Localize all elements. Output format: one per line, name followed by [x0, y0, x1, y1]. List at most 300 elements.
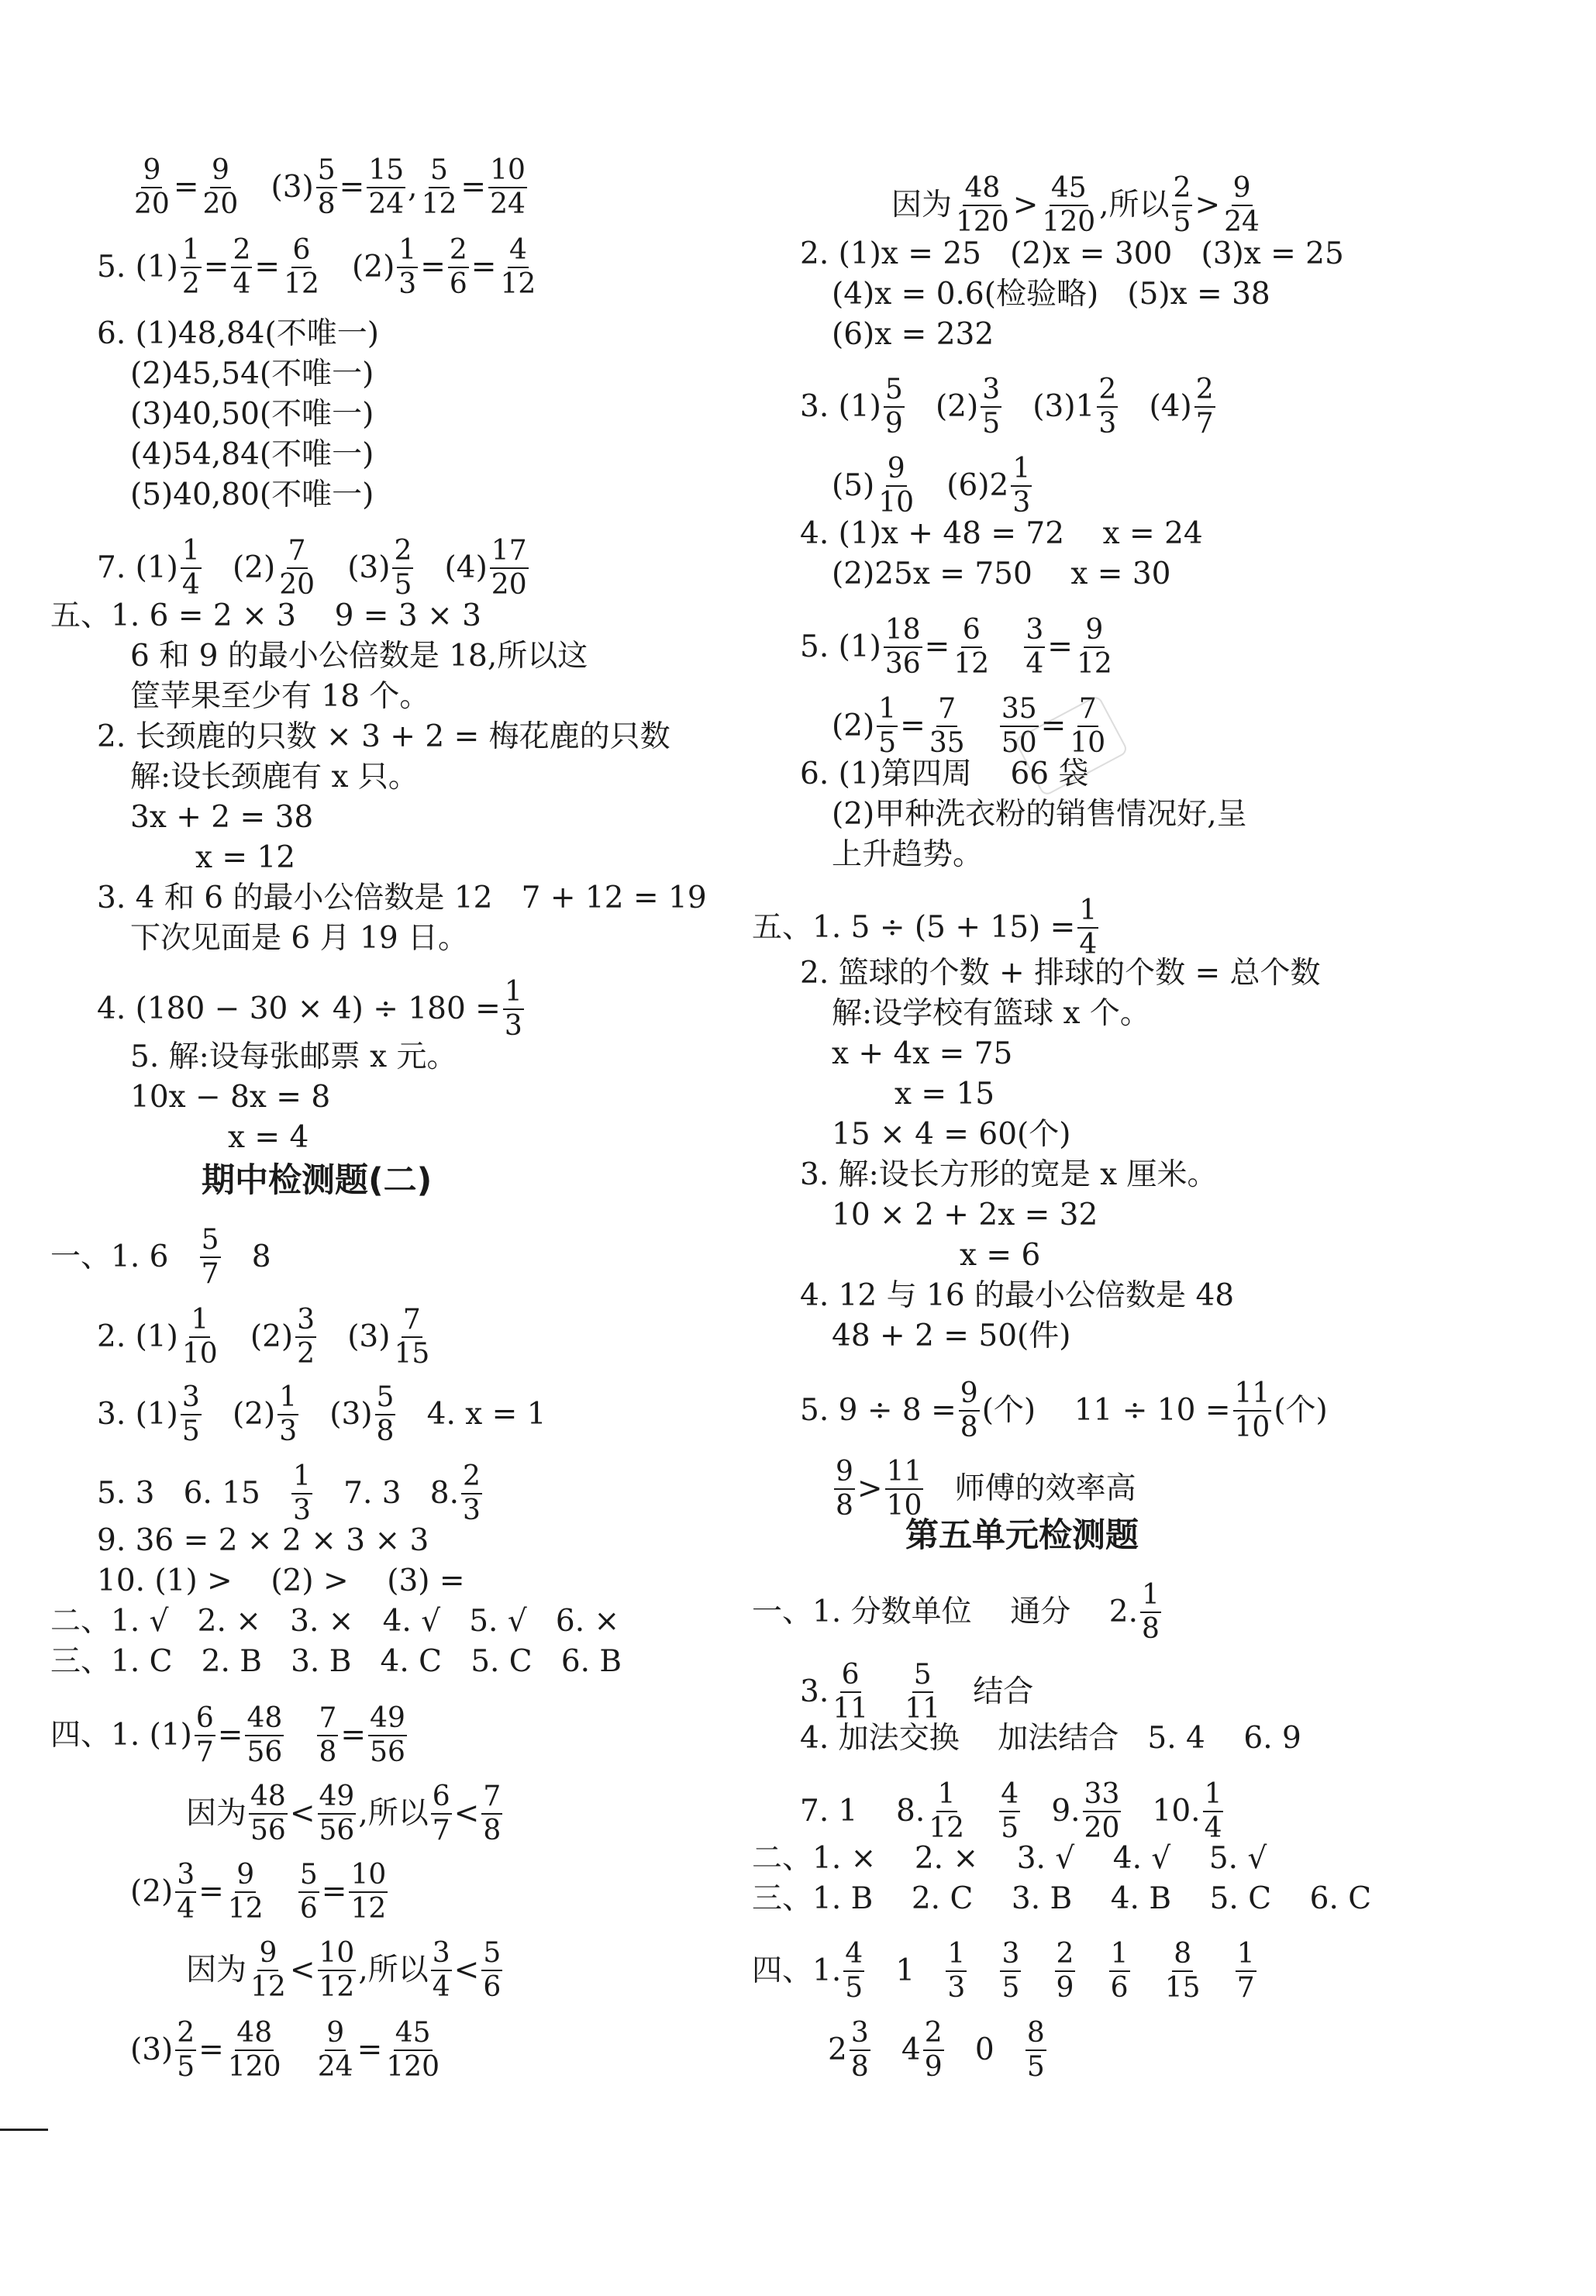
answer-line: [130, 1077, 330, 1118]
answer-text: 8: [222, 1239, 271, 1274]
answer-line: [891, 172, 1263, 239]
answer-line: [800, 1659, 1033, 1725]
fraction-numerator: 5: [481, 1937, 502, 1971]
answer-text: (4)54,84(不唯一): [130, 437, 374, 472]
fraction: [181, 234, 202, 301]
fraction: [431, 1937, 452, 2004]
answer-line: [832, 1195, 1098, 1236]
fraction: [175, 1859, 196, 1925]
answer-text: [969, 1951, 998, 1991]
answer-text: 6. (1)第四周 66 袋: [800, 757, 1089, 791]
fraction-denominator: 4: [1079, 929, 1098, 960]
answer-line: [97, 976, 526, 1043]
answer-text: (2): [203, 550, 276, 585]
answer-text: 上升趋势。: [832, 837, 984, 872]
fraction-numerator: 3: [295, 1304, 316, 1338]
answer-text: =: [1040, 708, 1067, 743]
answer-line: [97, 1304, 433, 1370]
answer-text: 5. 3 6. 15: [97, 1476, 290, 1511]
answer-text: 5. 9 ÷ 8 =: [800, 1393, 957, 1428]
fraction: [249, 1937, 288, 2004]
answer-text: ,所以: [1099, 188, 1170, 222]
answer-text: (5): [832, 468, 875, 503]
answer-line: [832, 1316, 1070, 1357]
fraction-denominator: 24: [1224, 206, 1260, 238]
fraction: [498, 234, 537, 301]
fraction-denominator: 8: [376, 1415, 395, 1447]
answer-text: (5)40,80(不唯一): [130, 477, 374, 512]
answer-text: (3)40,50(不唯一): [130, 397, 374, 432]
answer-text: (2): [203, 1397, 276, 1432]
fraction: [249, 1781, 288, 1847]
fraction: [843, 1938, 864, 2005]
fraction-denominator: 20: [202, 188, 239, 220]
answer-text: [1132, 1951, 1161, 1991]
fraction-denominator: 6: [483, 1971, 502, 2003]
answer-line: [186, 1781, 505, 1847]
fraction-denominator: 3: [398, 268, 417, 300]
fraction: [954, 172, 1011, 239]
answer-line: [832, 315, 994, 355]
fraction-numerator: 1: [277, 1381, 298, 1415]
answer-line: [50, 1224, 271, 1291]
answer-line: [130, 395, 374, 435]
page-corner-rule: [0, 2129, 48, 2131]
answer-text: 7. 3 8.: [314, 1476, 459, 1511]
fraction-denominator: 5: [394, 569, 412, 601]
answer-line: [97, 535, 531, 602]
answer-text: =: [198, 2032, 224, 2067]
answer-text: >: [1194, 188, 1221, 222]
answer-text: x + 4x = 75: [832, 1036, 1013, 1071]
answer-text: 48 + 2 = 50(件): [832, 1319, 1071, 1353]
fraction: [375, 1381, 396, 1448]
answer-line: [97, 1381, 546, 1448]
fraction: [133, 154, 171, 221]
fraction: [175, 2017, 196, 2084]
answer-line: [832, 994, 1150, 1034]
fraction-numerator: 9: [325, 2017, 346, 2051]
fraction-numerator: 1: [877, 693, 898, 727]
fraction-denominator: 2: [297, 1338, 315, 1370]
fraction: [1172, 172, 1193, 239]
answer-text: ,所以: [358, 1796, 429, 1831]
fraction: [981, 374, 1001, 440]
fraction-numerator: 7: [287, 535, 308, 569]
fraction-numerator: 2: [1194, 374, 1215, 408]
answer-text: (6)x = 232: [832, 317, 994, 352]
fraction: [318, 1937, 357, 2004]
answer-text: 7. (1): [97, 550, 178, 585]
fraction-denominator: 12: [1076, 648, 1112, 680]
answer-text: 4. 加法交换 加法结合 5. 4 6. 9: [800, 1721, 1301, 1756]
answer-text: =: [203, 250, 229, 284]
answer-text: 0: [946, 2032, 1023, 2067]
answer-text: (4)x = 0.6(检验略) (5)x = 38: [832, 277, 1270, 312]
fraction: [200, 1224, 221, 1291]
answer-line: [130, 1859, 390, 1925]
fraction: [946, 1938, 967, 2005]
fraction-numerator: 9: [834, 1456, 855, 1490]
fraction-numerator: 48: [235, 2017, 274, 2051]
answer-line: [130, 354, 374, 395]
fraction-numerator: 3: [181, 1381, 202, 1415]
answer-text: 5. (1): [800, 629, 881, 664]
fraction-denominator: 20: [1084, 1812, 1120, 1844]
answer-text: (2)45,54(不唯一): [130, 357, 374, 391]
fraction-denominator: 12: [500, 268, 536, 300]
fraction-numerator: 45: [394, 2017, 433, 2051]
answer-text: =: [1047, 629, 1073, 664]
fraction-denominator: 12: [350, 1893, 387, 1925]
answer-line: [832, 554, 1170, 595]
fraction-numerator: 2: [231, 234, 252, 268]
fraction-numerator: 9: [886, 453, 907, 487]
fraction-denominator: 7: [195, 1736, 214, 1768]
answer-text: (3): [301, 1397, 373, 1432]
fraction: [195, 1702, 215, 1769]
fraction-denominator: 24: [368, 188, 405, 220]
fraction-denominator: 4: [181, 569, 200, 601]
section-heading-midterm: 期中检测题(二): [202, 1161, 433, 1200]
answer-text: 五、1. 5 ÷ (5 + 15) =: [752, 910, 1076, 945]
answer-text: 3. (1): [97, 1397, 178, 1432]
fraction: [461, 1460, 482, 1527]
answer-line: [895, 1074, 994, 1115]
fraction-denominator: 8: [319, 1736, 337, 1768]
fraction-numerator: 8: [1026, 2017, 1046, 2051]
answer-text: 10.: [1123, 1794, 1201, 1829]
fraction-numerator: 1: [1109, 1938, 1130, 1972]
fraction-denominator: 10: [1234, 1412, 1270, 1443]
answer-line: [752, 895, 1101, 961]
answer-text: 一、1. 6: [50, 1239, 198, 1274]
fraction-numerator: 3: [850, 2017, 870, 2051]
fraction-denominator: 10: [878, 487, 915, 519]
answer-line: [97, 878, 707, 919]
fraction: [245, 1702, 284, 1769]
fraction-numerator: 1: [946, 1938, 967, 1972]
fraction-numerator: 17: [490, 535, 529, 569]
answer-text: (4): [415, 550, 488, 585]
fraction-numerator: 10: [349, 1859, 388, 1893]
answer-text: 三、1. B 2. C 3. B 4. B 5. C 6. C: [752, 1881, 1372, 1916]
fraction-denominator: 3: [947, 1972, 966, 2004]
answer-text: (2)25x = 750 x = 30: [832, 557, 1171, 591]
fraction-numerator: 1: [1011, 453, 1032, 487]
fraction-denominator: 5: [845, 1972, 863, 2004]
fraction: [367, 154, 405, 221]
fraction-numerator: 9: [1232, 172, 1253, 206]
fraction: [298, 1859, 319, 1925]
answer-text: (6)2: [918, 468, 1009, 503]
answer-text: =: [217, 1718, 243, 1753]
answer-text: 10x − 8x = 8: [130, 1080, 331, 1115]
answer-text: (4): [1120, 389, 1192, 424]
answer-text: 15 × 4 = 60(个): [832, 1117, 1071, 1152]
answer-line: [50, 1642, 622, 1682]
fraction-denominator: 15: [394, 1338, 430, 1370]
fraction-numerator: 1: [503, 976, 524, 1010]
fraction: [316, 2017, 355, 2084]
fraction-numerator: 10: [318, 1937, 357, 1971]
fraction-numerator: 7: [402, 1304, 422, 1338]
answer-text: 下次见面是 6 月 19 日。: [130, 921, 469, 956]
fraction-numerator: 1: [1203, 1778, 1224, 1812]
fraction-numerator: 5: [375, 1381, 396, 1415]
fraction: [1000, 1938, 1021, 2005]
answer-text: [968, 1791, 997, 1832]
answer-line: [228, 1118, 309, 1158]
fraction-denominator: 4: [233, 268, 251, 300]
answer-line: [186, 1937, 505, 2004]
fraction: [834, 1456, 855, 1522]
answer-text: <: [289, 1796, 315, 1831]
fraction-denominator: 24: [490, 188, 526, 220]
fraction: [282, 234, 321, 301]
answer-text: 4. (1)x + 48 = 72 x = 24: [800, 516, 1203, 551]
fraction: [1097, 374, 1118, 440]
fraction-denominator: 4: [177, 1893, 195, 1925]
fraction: [1222, 172, 1261, 239]
answer-text: 2. (1)x = 25 (2)x = 300 (3)x = 25: [800, 236, 1344, 271]
answer-line: [832, 1115, 1070, 1155]
fraction-denominator: 4: [432, 1971, 450, 2003]
fraction: [1236, 1938, 1256, 2005]
fraction-denominator: 7: [432, 1815, 450, 1846]
answer-text: (3)1: [1004, 389, 1095, 424]
answer-text: 6 和 9 的最小公倍数是 18,所以这: [130, 639, 588, 674]
answer-line: [800, 374, 1218, 440]
answer-line: [832, 453, 1034, 519]
fraction-denominator: 20: [134, 188, 170, 220]
answer-text: 因为: [186, 1953, 247, 1987]
fraction-numerator: 2: [1172, 172, 1193, 206]
fraction-denominator: 7: [1236, 1972, 1255, 2004]
answer-line: [195, 838, 295, 878]
fraction-numerator: 6: [431, 1781, 452, 1815]
fraction-denominator: 5: [982, 408, 1001, 440]
fraction-denominator: 2: [181, 268, 200, 300]
answer-text: x = 6: [960, 1238, 1041, 1273]
answer-text: 2. 长颈鹿的只数 × 3 + 2 = 梅花鹿的只数: [97, 719, 670, 754]
fraction-denominator: 12: [953, 648, 990, 680]
fraction: [231, 234, 252, 301]
fraction-numerator: 3: [1024, 614, 1045, 648]
fraction: [277, 1381, 298, 1448]
fraction: [952, 614, 991, 681]
fraction-numerator: 7: [936, 693, 957, 727]
answer-text: [872, 1672, 901, 1712]
fraction-numerator: 9: [235, 1859, 256, 1893]
answer-line: [130, 2017, 443, 2084]
fraction: [488, 154, 527, 221]
fraction-numerator: 45: [1050, 172, 1088, 206]
fraction-denominator: 7: [1195, 408, 1214, 440]
answer-text: 4: [872, 2032, 921, 2067]
fraction-denominator: 3: [504, 1010, 522, 1042]
fraction: [1194, 374, 1215, 440]
answer-line: [97, 1521, 429, 1561]
fraction-numerator: 48: [249, 1781, 288, 1815]
fraction-numerator: 4: [843, 1938, 864, 1972]
answer-text: x = 12: [195, 840, 296, 875]
answer-text: 三、1. C 2. B 3. B 4. C 5. C 6. B: [50, 1644, 622, 1679]
fraction-numerator: 7: [481, 1781, 502, 1815]
answer-text: =: [339, 170, 365, 205]
answer-text: [993, 627, 1022, 667]
fraction: [1040, 172, 1097, 239]
answer-text: 4. (180 − 30 × 4) ÷ 180 =: [97, 991, 501, 1026]
answer-text: 2. (1): [97, 1319, 178, 1354]
fraction: [349, 1859, 388, 1925]
fraction: [202, 154, 240, 221]
answer-text: =: [460, 170, 487, 205]
fraction-denominator: 12: [929, 1812, 965, 1844]
answer-line: [97, 234, 539, 301]
fraction-numerator: 5: [429, 154, 450, 188]
fraction-numerator: 9: [257, 1937, 278, 1971]
answer-text: =: [900, 708, 926, 743]
answer-text: [1077, 1951, 1106, 1991]
fraction-denominator: 36: [884, 648, 921, 680]
fraction-denominator: 5: [1173, 206, 1191, 238]
fraction-denominator: 5: [1026, 2051, 1045, 2083]
answer-line: [97, 1561, 465, 1601]
fraction-denominator: 6: [449, 268, 467, 300]
fraction-numerator: 1: [1140, 1579, 1161, 1613]
fraction: [481, 1937, 502, 2004]
answer-line: [752, 1879, 1371, 1919]
fraction-numerator: 1: [1077, 895, 1098, 929]
answer-line: [752, 1579, 1163, 1646]
fraction-denominator: 10: [1070, 727, 1106, 759]
fraction-denominator: 4: [1026, 648, 1044, 680]
fraction-denominator: 56: [370, 1736, 405, 1768]
fraction: [420, 154, 459, 221]
answer-line: [832, 1034, 1012, 1074]
fraction: [928, 693, 967, 760]
answer-text: 师傅的效率高: [926, 1471, 1136, 1506]
answer-text: =: [924, 629, 950, 664]
fraction-denominator: 5: [177, 2051, 195, 2083]
answer-text: 3. 4 和 6 的最小公倍数是 12 7 + 12 = 19: [97, 881, 707, 915]
answer-text: 2. 篮球的个数 + 排球的个数 = 总个数: [800, 956, 1321, 991]
answer-text: [267, 1872, 296, 1912]
fraction-denominator: 120: [956, 206, 1009, 238]
fraction-numerator: 48: [963, 172, 1001, 206]
fraction: [384, 2017, 441, 2084]
fraction-numerator: 4: [999, 1778, 1020, 1812]
fraction-denominator: 4: [1204, 1812, 1222, 1844]
fraction-numerator: 9: [141, 154, 162, 188]
fraction-numerator: 3: [1000, 1938, 1021, 1972]
fraction-denominator: 3: [1098, 408, 1117, 440]
fraction-numerator: 2: [448, 234, 469, 268]
answer-line: [130, 154, 529, 221]
answer-text: <: [289, 1953, 315, 1987]
answer-text: 10. (1) > (2) > (3) =: [97, 1563, 465, 1598]
fraction-denominator: 120: [227, 2051, 281, 2083]
answer-text: [286, 1715, 315, 1756]
fraction: [877, 693, 898, 760]
answer-text: 6. (1)48,84(不唯一): [97, 316, 379, 351]
answer-text: >: [1012, 188, 1039, 222]
fraction-denominator: 3: [279, 1415, 298, 1447]
fraction-denominator: 6: [1110, 1972, 1129, 2004]
answer-text: ,: [408, 170, 418, 205]
fraction-denominator: 3: [462, 1494, 481, 1526]
answer-text: (3): [319, 1319, 391, 1354]
fraction-denominator: 8: [836, 1490, 853, 1522]
fraction-numerator: 3: [981, 374, 1001, 408]
fraction: [1203, 1778, 1224, 1845]
answer-text: >: [857, 1471, 883, 1506]
answer-text: x = 15: [895, 1077, 995, 1112]
answer-line: [50, 1601, 619, 1642]
fraction-denominator: 35: [929, 727, 965, 759]
fraction-denominator: 8: [317, 188, 336, 220]
answer-line: [50, 1702, 409, 1769]
answer-text: 4. 12 与 16 的最小公倍数是 48: [800, 1278, 1235, 1313]
fraction-numerator: 7: [317, 1702, 338, 1736]
answer-line: [800, 1155, 1218, 1195]
answer-text: [1205, 1951, 1233, 1991]
fraction: [503, 976, 524, 1043]
fraction-numerator: 33: [1083, 1778, 1122, 1812]
fraction-denominator: 3: [1012, 487, 1031, 519]
answer-line: [800, 1276, 1234, 1316]
answer-line: [800, 614, 1116, 681]
fraction-numerator: 35: [1000, 693, 1039, 727]
fraction-numerator: 5: [200, 1224, 221, 1258]
fraction-numerator: 2: [1055, 1938, 1076, 1972]
fraction-denominator: 5: [181, 1415, 200, 1447]
answer-line: [130, 677, 429, 717]
fraction: [277, 535, 316, 602]
fraction-denominator: 8: [850, 2051, 869, 2083]
answer-line: [960, 1236, 1040, 1276]
answer-line: [800, 1778, 1225, 1845]
answer-line: [800, 953, 1321, 994]
answer-text: 3. (1): [800, 389, 881, 424]
answer-text: 2: [828, 2032, 847, 2067]
answer-text: =: [340, 1718, 367, 1753]
fraction: [181, 1304, 219, 1370]
answer-line: [832, 1456, 1136, 1522]
answer-line: [97, 1460, 484, 1527]
answer-text: 3. 解:设长方形的宽是 x 厘米。: [800, 1157, 1218, 1192]
fraction-numerator: 9: [210, 154, 231, 188]
fraction-numerator: 5: [316, 154, 337, 188]
fraction-numerator: 9: [959, 1377, 980, 1412]
answer-line: [752, 1938, 1259, 2005]
answer-line: [828, 2017, 1049, 2084]
fraction-numerator: 2: [461, 1460, 482, 1494]
answer-text: =: [254, 250, 281, 284]
answer-text: 二、1. × 2. × 3. √ 4. √ 5. √: [752, 1841, 1267, 1876]
fraction: [392, 1304, 431, 1370]
fraction: [368, 1702, 407, 1769]
fraction: [1140, 1579, 1161, 1646]
answer-text: 9. 36 = 2 × 2 × 3 × 3: [97, 1523, 429, 1558]
answer-text: 四、1.: [752, 1953, 842, 1988]
fraction-denominator: 5: [878, 727, 897, 759]
fraction-numerator: 2: [392, 535, 413, 569]
fraction-numerator: 6: [195, 1702, 215, 1736]
answer-text: (2): [832, 708, 875, 743]
answer-line: [130, 919, 468, 959]
